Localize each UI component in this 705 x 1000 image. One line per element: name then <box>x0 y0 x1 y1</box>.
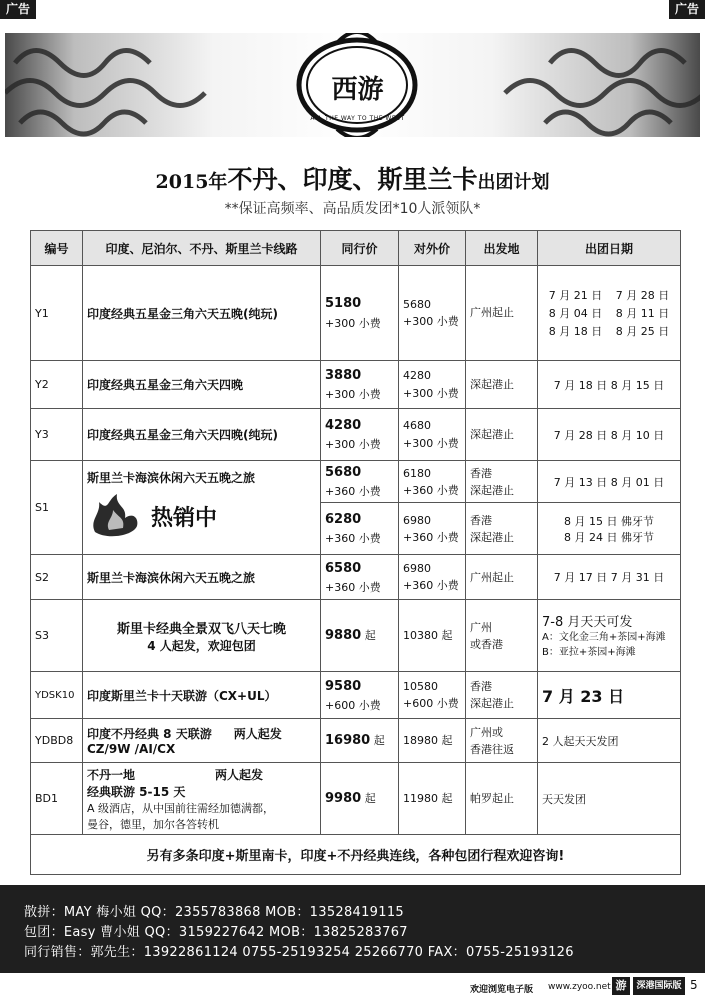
row-departure: 广州起止 <box>466 266 538 361</box>
table-row <box>31 763 681 835</box>
date: 7 月 28 日 <box>615 289 670 302</box>
header-code: 编号 <box>31 231 83 266</box>
row-route <box>83 763 321 835</box>
table-row <box>31 409 681 461</box>
route-extra: 两人起发 <box>215 767 264 782</box>
row-peer-price <box>321 600 399 672</box>
row-route: 印度斯里兰卡十天联游（CX+UL） <box>83 672 321 719</box>
inquiry-note: 另有多条印度+斯里南卡，印度+不丹经典连线，各种包团行程欢迎咨询! <box>31 835 681 875</box>
date: 8 月 18 日 <box>548 325 603 338</box>
row-dates: 天天发团 <box>538 763 681 835</box>
row-outside-price <box>399 266 466 361</box>
route-desc: 曼谷，德里，加尔各答转机 <box>87 817 219 831</box>
header-departure: 出发地 <box>466 231 538 266</box>
dates-title: 7-8 月天天可发 <box>542 615 633 631</box>
row-peer-price <box>321 409 399 461</box>
header-dates: 出团日期 <box>538 231 681 266</box>
peer-price: 5680 <box>325 465 362 480</box>
outside-price: 10580 <box>403 680 438 694</box>
row-departure: 深起港止 <box>466 409 538 461</box>
row-route <box>83 600 321 672</box>
page-number: 5 <box>690 978 698 992</box>
table-header-row <box>31 231 681 266</box>
departure-line: 香港 <box>470 466 492 480</box>
page-subtitle: **保证高频率、高品质发团*10人派领队* <box>224 201 481 217</box>
peer-price: 9880 <box>325 627 362 643</box>
table-row <box>31 361 681 409</box>
row-route: 印度经典五星金三角六天五晚(纯玩) <box>83 266 321 361</box>
route-name: 不丹一地 <box>87 767 136 782</box>
departure-line: 香港 <box>470 680 492 694</box>
contact-line: 包团：Easy 曹小姐 QQ：3159227642 MOB：13825283767 <box>24 925 408 940</box>
logo <box>290 33 425 137</box>
ad-label-right: 广告 <box>669 0 705 19</box>
outside-price: 4680 <box>403 419 431 433</box>
row-dates <box>538 503 681 555</box>
contact-line: 散拼：MAY 梅小姐 QQ：2355783868 MOB：13528419115 <box>24 905 404 920</box>
price-suffix: 起 <box>441 734 453 748</box>
peer-tip: +300 小费 <box>325 316 381 330</box>
departure-line: 香港往返 <box>470 742 514 756</box>
departure-line: 深起港止 <box>470 483 514 497</box>
row-peer-price <box>321 461 399 503</box>
outside-tip: +360 小费 <box>403 483 459 497</box>
date: 8 月 24 日 佛牙节 <box>564 530 654 544</box>
table-row <box>31 266 681 361</box>
date: 8 月 11 日 <box>615 307 670 320</box>
outside-price: 6980 <box>403 562 431 576</box>
logo-name: 西游 <box>331 75 384 105</box>
departure-line: 深起港止 <box>470 530 514 544</box>
peer-price: 4280 <box>325 417 362 433</box>
ad-label-left: 广告 <box>0 0 36 19</box>
row-code: S3 <box>31 600 83 672</box>
row-route <box>83 461 321 555</box>
row-peer-price <box>321 763 399 835</box>
row-departure <box>466 672 538 719</box>
row-code: Y2 <box>31 361 83 409</box>
row-code: S1 <box>31 461 83 555</box>
peer-tip: +600 小费 <box>325 698 381 712</box>
table-row <box>31 555 681 600</box>
outside-price: 18980 <box>403 734 438 748</box>
peer-price: 16980 <box>325 732 371 748</box>
row-code: YDBD8 <box>31 719 83 763</box>
table-row <box>31 461 681 503</box>
row-outside-price <box>399 763 466 835</box>
route-sub: 经典联游 5-15 天 <box>87 784 186 799</box>
peer-price: 6280 <box>325 512 362 528</box>
row-dates: 7 月 17 日 7 月 31 日 <box>538 555 681 600</box>
row-route: 印度经典五星金三角六天四晚 <box>83 361 321 409</box>
outside-tip: +360 小费 <box>403 530 459 544</box>
date: 8 月 04 日 <box>548 307 603 320</box>
row-dates <box>538 266 681 361</box>
logo-subtitle: ALL THE WAY TO THE WEST <box>310 115 405 122</box>
row-peer-price <box>321 361 399 409</box>
table-row <box>31 719 681 763</box>
row-outside-price <box>399 503 466 555</box>
row-dates: 2 人起天天发团 <box>538 719 681 763</box>
price-suffix: 起 <box>441 629 453 643</box>
hot-sale-badge <box>87 492 316 540</box>
outside-tip: +300 小费 <box>403 386 459 400</box>
peer-price: 6580 <box>325 560 362 576</box>
row-outside-price <box>399 719 466 763</box>
flame-icon <box>87 492 147 540</box>
title-tail: 出团计划 <box>477 172 550 193</box>
header-banner <box>5 33 700 137</box>
departure-line: 香港 <box>470 513 492 527</box>
row-route <box>83 719 321 763</box>
title-year: 2015年 <box>155 171 228 193</box>
outside-price: 6180 <box>403 466 431 480</box>
row-dates: 7 月 18 日 8 月 15 日 <box>538 361 681 409</box>
date: 8 月 15 日 佛牙节 <box>564 514 654 528</box>
outside-price: 11980 <box>403 792 438 806</box>
row-dates: 7 月 13 日 8 月 01 日 <box>538 461 681 503</box>
price-suffix: 起 <box>364 628 376 642</box>
route-note: 4 人起发，欢迎包团 <box>147 638 256 653</box>
title-main: 不丹、印度、斯里兰卡 <box>227 165 478 194</box>
itinerary-b: B：亚拉+茶园+海滩 <box>542 647 636 659</box>
row-departure: 帕罗起止 <box>466 763 538 835</box>
outside-price: 5680 <box>403 297 431 311</box>
row-outside-price <box>399 461 466 503</box>
header-peer-price: 同行价 <box>321 231 399 266</box>
route-extra: 两人起发 <box>233 727 282 742</box>
row-departure <box>466 719 538 763</box>
row-dates: 7 月 23 日 <box>538 672 681 719</box>
brand-badge-icon: 游 <box>612 977 630 995</box>
peer-tip: +300 小费 <box>325 388 381 402</box>
departure-line: 广州 <box>470 620 492 634</box>
price-suffix: 起 <box>441 792 453 806</box>
row-outside-price <box>399 672 466 719</box>
departure-line: 深起港止 <box>470 697 514 711</box>
row-peer-price <box>321 719 399 763</box>
peer-tip: +300 小费 <box>325 438 381 452</box>
row-route: 印度经典五星金三角六天四晚(纯玩) <box>83 409 321 461</box>
row-peer-price <box>321 672 399 719</box>
row-code: BD1 <box>31 763 83 835</box>
outside-price: 10380 <box>403 629 438 643</box>
row-peer-price <box>321 503 399 555</box>
header-route: 印度、尼泊尔、不丹、斯里兰卡线路 <box>83 231 321 266</box>
outside-tip: +300 小费 <box>403 436 459 450</box>
outside-price: 6980 <box>403 513 431 527</box>
row-departure: 广州起止 <box>466 555 538 600</box>
row-outside-price <box>399 600 466 672</box>
outside-tip: +360 小费 <box>403 579 459 593</box>
row-departure <box>466 600 538 672</box>
row-departure: 深起港止 <box>466 361 538 409</box>
page-footer <box>0 973 705 1000</box>
row-code: Y1 <box>31 266 83 361</box>
peer-tip: +360 小费 <box>325 532 381 546</box>
price-suffix: 起 <box>373 733 385 747</box>
row-route: 斯里兰卡海滨休闲六天五晚之旅 <box>83 555 321 600</box>
row-departure <box>466 461 538 503</box>
route-name: 印度不丹经典 8 天联游 <box>87 727 212 742</box>
table-row <box>31 672 681 719</box>
peer-tip: +360 小费 <box>325 580 381 594</box>
itinerary-a: A：文化金三角+茶园+海滩 <box>542 632 666 644</box>
row-peer-price <box>321 555 399 600</box>
row-code: S2 <box>31 555 83 600</box>
route-name: 斯里兰卡海滨休闲六天五晚之旅 <box>87 471 256 485</box>
peer-price: 5180 <box>325 296 362 312</box>
date: 8 月 25 日 <box>615 325 670 338</box>
peer-price: 3880 <box>325 367 362 383</box>
departure-line: 或香港 <box>470 637 503 651</box>
outside-tip: +600 小费 <box>403 697 459 711</box>
row-code: Y3 <box>31 409 83 461</box>
row-outside-price <box>399 361 466 409</box>
row-outside-price <box>399 409 466 461</box>
route-desc: A 级酒店，从中国前往需经加德满都， <box>87 801 275 815</box>
route-name: 斯里卡经典全景双飞八天七晚 <box>116 621 286 637</box>
contact-panel <box>0 885 705 973</box>
outside-price: 4280 <box>403 369 431 383</box>
row-departure <box>466 503 538 555</box>
footer-edition: 深港国际版 <box>633 977 685 995</box>
footer-welcome: 欢迎浏览电子版 <box>470 985 534 995</box>
route-airlines: CZ/9W /AI/CX <box>87 742 176 757</box>
table-footer-row <box>31 835 681 875</box>
date: 7 月 21 日 <box>548 289 603 302</box>
footer-url[interactable]: www.zyoo.net <box>548 982 611 992</box>
header-outside-price: 对外价 <box>399 231 466 266</box>
outside-tip: +300 小费 <box>403 315 459 328</box>
peer-price: 9580 <box>325 678 362 694</box>
page-title <box>0 160 705 196</box>
row-code: YDSK10 <box>31 672 83 719</box>
hot-sale-label: 热销中 <box>151 505 218 531</box>
tour-table <box>30 230 681 875</box>
peer-price: 9980 <box>325 790 362 806</box>
row-dates: 7 月 28 日 8 月 10 日 <box>538 409 681 461</box>
row-outside-price <box>399 555 466 600</box>
row-dates <box>538 600 681 672</box>
row-peer-price <box>321 266 399 361</box>
departure-line: 广州或 <box>470 725 503 739</box>
contact-line: 同行销售：郭先生：13922861124 0755-25193254 25266770 FAX：0755-25193126 <box>24 945 574 960</box>
table-row <box>31 600 681 672</box>
peer-tip: +360 小费 <box>325 485 381 499</box>
price-suffix: 起 <box>364 791 376 805</box>
